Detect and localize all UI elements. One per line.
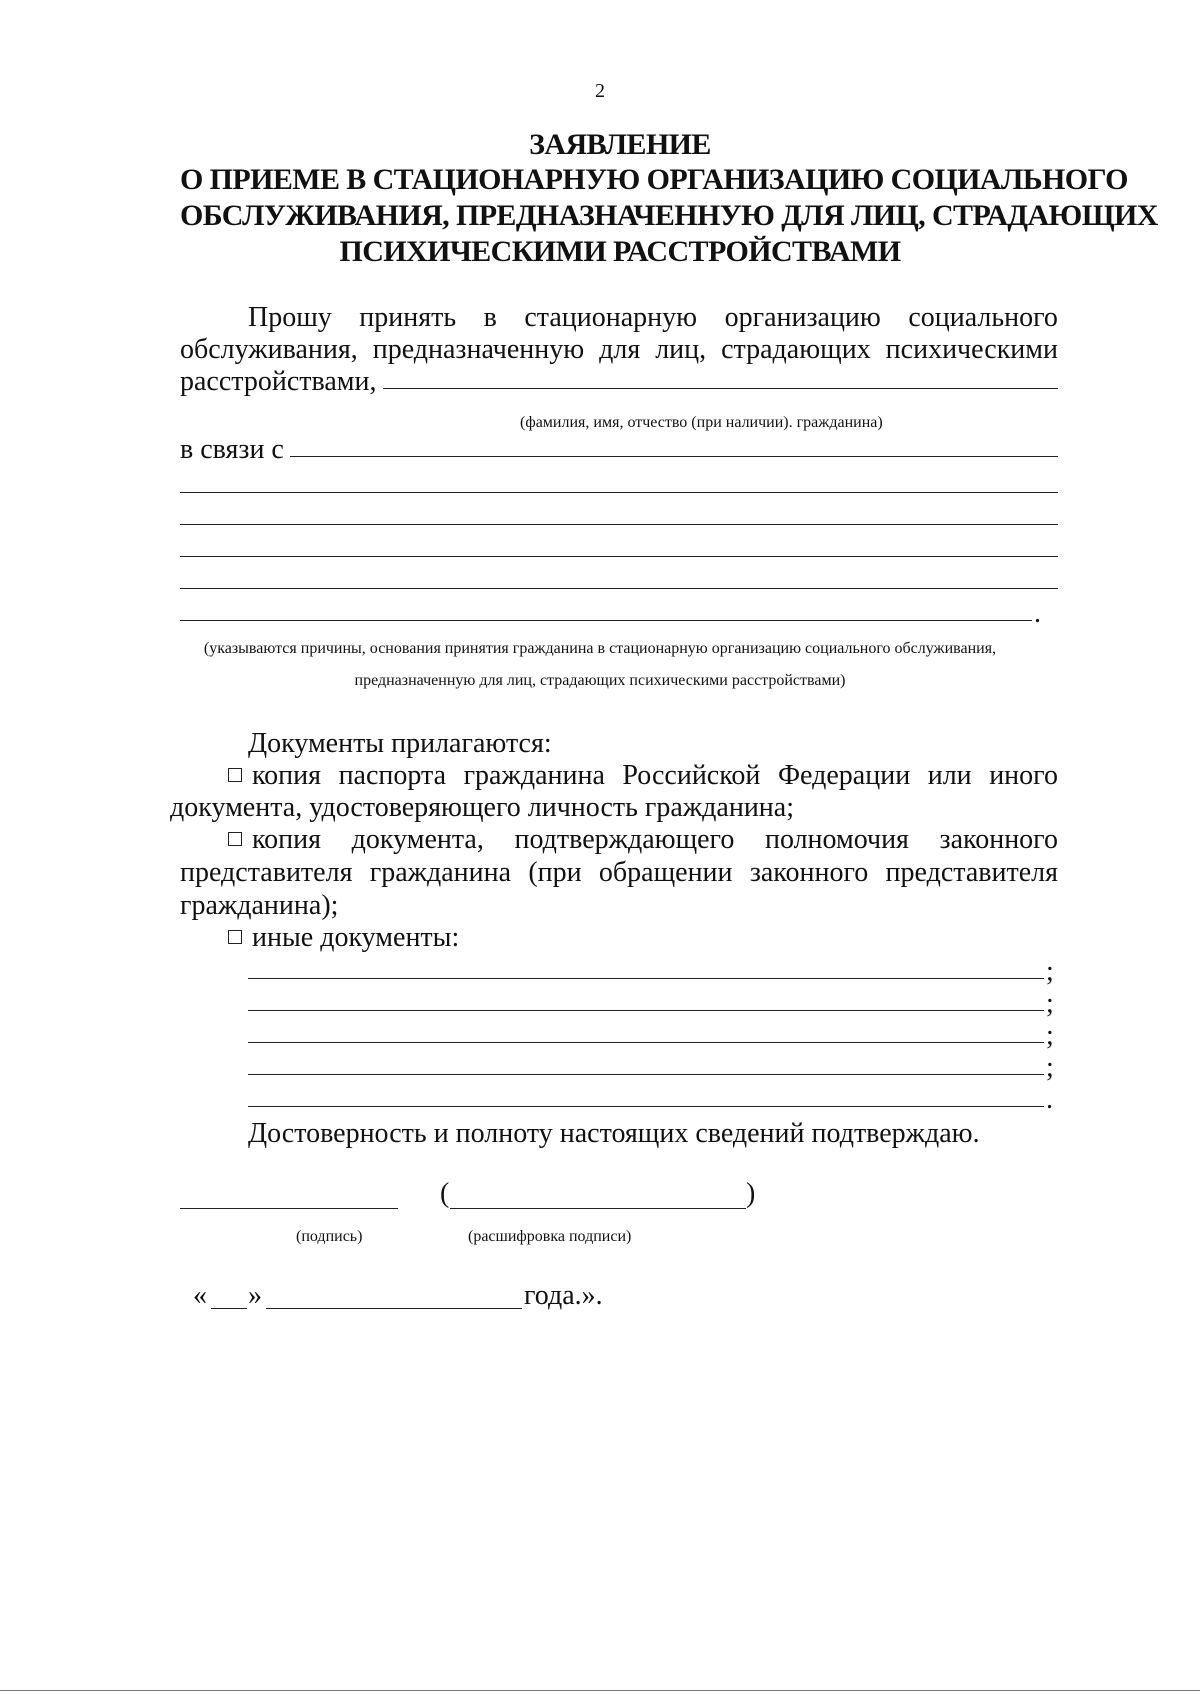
request-line-1: Прошу принять в стационарную организацию социального [248, 302, 1058, 333]
date-month-field[interactable] [266, 1308, 522, 1309]
other-doc-line-5[interactable] [248, 1106, 1044, 1107]
other-doc-line-5-end: . [1046, 1084, 1053, 1115]
other-doc-line-4-end: ; [1046, 1052, 1054, 1083]
doc-item-3: иные документы: [228, 922, 459, 954]
date-quote-close: » [248, 1280, 262, 1311]
document-title: ЗАЯВЛЕНИЕ [529, 128, 711, 161]
date-suffix: года.». [524, 1280, 603, 1311]
other-doc-line-1[interactable] [248, 978, 1044, 979]
other-doc-line-3-end: ; [1046, 1020, 1054, 1051]
citizen-name-hint: (фамилия, имя, отчество (при наличии). гражданина) [520, 414, 883, 431]
signature-label: (подпись) [296, 1228, 363, 1245]
scan-edge-line [0, 1690, 1200, 1691]
doc-item-2-line-2: представителя гражданина (при обращении законного представителя [180, 857, 1058, 888]
reason-line-2[interactable] [180, 492, 1058, 493]
reason-hint-2: предназначенную для лиц, страдающих психическими расстройствами) [354, 672, 846, 689]
citizen-name-field[interactable] [383, 366, 1059, 389]
reason-line-1: в связи с [180, 434, 1058, 466]
reason-line-4[interactable] [180, 556, 1058, 557]
checkbox-passport[interactable] [228, 768, 242, 782]
document-title-line-2: О ПРИЕМЕ В СТАЦИОНАРНУЮ ОРГАНИЗАЦИЮ СОЦИАЛЬНОГО [180, 163, 1128, 196]
checkbox-other-documents[interactable] [228, 930, 242, 944]
checkbox-representative-authority[interactable] [228, 832, 242, 846]
confirmation-text: Достоверность и полноту настоящих сведений подтверждаю. [248, 1118, 980, 1149]
other-doc-line-2-end: ; [1046, 988, 1054, 1019]
request-line-3: расстройствами, [180, 366, 1058, 398]
reason-end: . [1034, 598, 1041, 629]
document-title-line-3: ОБСЛУЖИВАНИЯ, ПРЕДНАЗНАЧЕННУЮ ДЛЯ ЛИЦ, СТРАДАЮЩИХ [180, 199, 1158, 232]
request-line-2: обслуживания, предназначенную для лиц, страдающих психическими [180, 334, 1058, 365]
other-doc-line-4[interactable] [248, 1074, 1044, 1075]
date-quote-open: « [193, 1280, 207, 1311]
signature-decoding-field[interactable] [450, 1208, 746, 1209]
doc-item-2-line-1: копия документа, подтверждающего полномочия законного [228, 824, 1058, 856]
doc-item-2-line-3: гражданина); [180, 890, 339, 921]
doc-item-1-line-2: документа, удостоверяющего личность гражданина; [170, 792, 794, 823]
other-doc-line-1-end: ; [1046, 956, 1054, 987]
reason-field[interactable] [290, 434, 1058, 457]
decoding-paren-close: ) [746, 1178, 756, 1209]
document-title-line-4: ПСИХИЧЕСКИМИ РАССТРОЙСТВАМИ [339, 235, 901, 268]
signature-field[interactable] [180, 1208, 398, 1209]
signature-decoding-label: (расшифровка подписи) [468, 1228, 632, 1245]
other-doc-line-3[interactable] [248, 1042, 1044, 1043]
reason-line-5[interactable] [180, 588, 1058, 589]
reason-hint-1: (указываются причины, основания принятия гражданина в стационарную организацию социального обслуживания, [203, 640, 997, 657]
doc-item-1-line-1: копия паспорта гражданина Российской Федерации или иного [228, 760, 1058, 792]
other-doc-line-2[interactable] [248, 1010, 1044, 1011]
date-day-field[interactable] [211, 1308, 247, 1309]
documents-heading: Документы прилагаются: [248, 728, 552, 759]
page-number: 2 [595, 80, 605, 102]
reason-line-3[interactable] [180, 524, 1058, 525]
reason-line-6[interactable] [180, 620, 1032, 621]
decoding-paren-open: ( [440, 1178, 450, 1209]
